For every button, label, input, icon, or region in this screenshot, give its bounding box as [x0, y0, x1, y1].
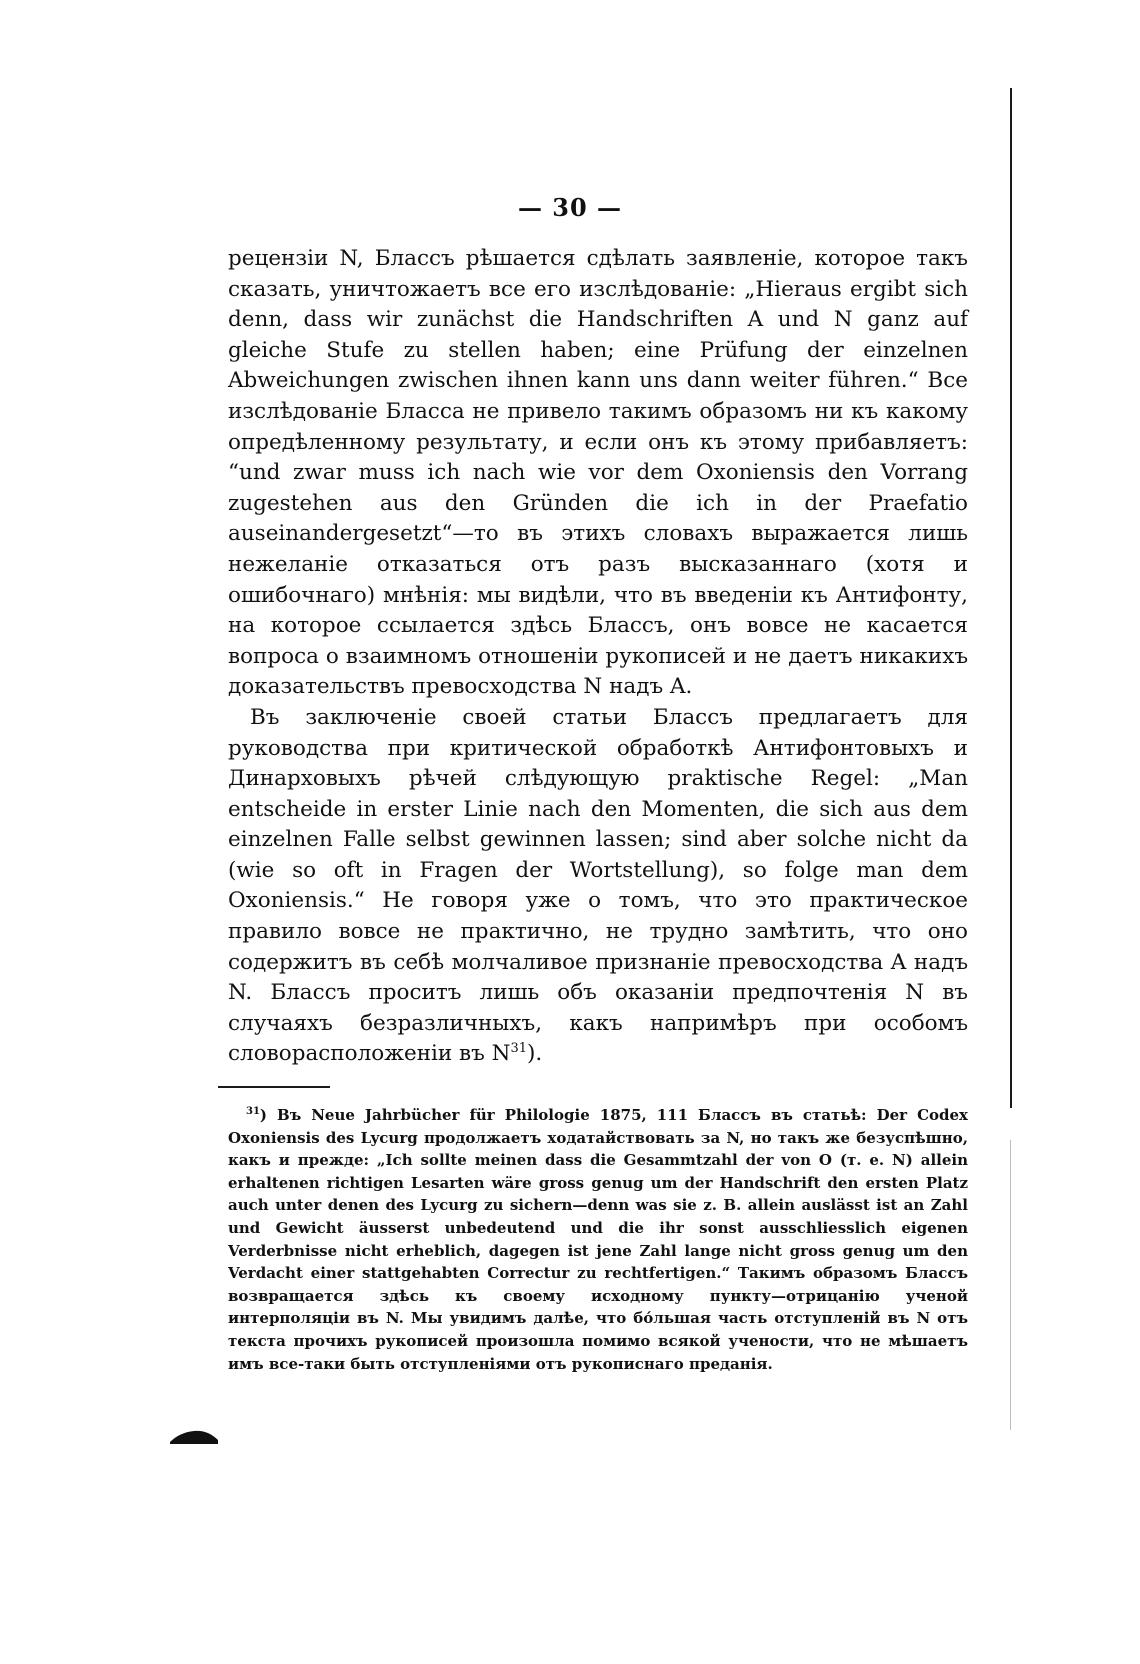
paragraph-2-text: Въ заключеніе своей статьи Блассъ предлагаетъ для руководства при критической обработкѣ Антифонтовыхъ и Динарховыхъ рѣчей слѣдующую praktische Regel: „Man entscheide in erster Linie nach den Momenten, die sich aus dem einzelnen Falle selbst gewinnen lassen; sind aber solche nicht da (wie so oft in Fragen der Wortstellung), so folge man dem Oxoniensis.“ Не говоря уже о томъ, что это практическое правило вовсе не практично, не трудно замѣтить, что оно содержитъ въ себѣ молчаливое признаніе превосходства A надъ N. Блассъ проситъ лишь объ оказаніи предпочтенія N въ случаяхъ безразличныхъ, какъ напримѣръ при особомъ словорасположеніи въ N [228, 704, 968, 1067]
page-number: — 30 — [517, 193, 623, 222]
footnote-31 [228, 1104, 968, 1375]
footnote-separator [218, 1086, 330, 1088]
paragraph-2-end: ). [527, 1041, 543, 1067]
page-edge-shadow [1010, 88, 1012, 1108]
paragraph-1: рецензіи N, Блассъ рѣшается сдѣлать заявленіе, которое такъ сказать, уничтожаетъ все его изслѣдованіе: „Hieraus ergibt sich denn, dass wir zunächst die Handschriften A und N ganz auf gleiche Stufe zu stellen haben; eine Prüfung der einzelnen Abweichungen zwischen ihnen kann uns dann weiter führen.“ Все изслѣдованіе Бласса не привело такимъ образомъ ни къ какому опредѣленному результату, и если онъ къ этому прибавляетъ: “und zwar muss ich nach wie vor dem Oxoniensis den Vorrang zugestehen aus den Gründen die ich in der Praefatio auseinandergesetzt“—то въ этихъ словахъ выражается лишь нежеланіе отказаться отъ разъ высказаннаго (хотя и ошибочнаго) мнѣнія: мы видѣли, что въ введеніи къ Антифонту, на которое ссылается здѣсь Блассъ, онъ вовсе не касается вопроса о взаимномъ отношеніи рукописей и не даетъ никакихъ доказательствъ превосходства N надъ A. [228, 246, 968, 700]
footnote-text: ) Въ Neue Jahrbücher für Philologie 1875, 111 Блассъ въ статьѣ: Der Codex Oxoniensis des Lycurg продолжаетъ ходатайствовать за N, но такъ же безуспѣшно, какъ и прежде: „Ich sollte meinen dass die Gesammtzahl der von O (т. е. N) allein erhaltenen richtigen Lesarten wäre gross genug um der Handschrift den ersten Platz auch unter denen des Lycurg zu sichern—denn was sie z. B. allein auslässt ist an Zahl und Gewicht äusserst unbedeutend und die ihr sonst ausschliesslich eigenen Verderbnisse nicht erheblich, dagegen ist jene Zahl lange nicht gross genug um den Verdacht einer stattgehabten Correctur zu rechtfertigen.“ Такимъ образомъ Блассъ возвращается здѣсь къ своему исходному пункту—отрицанію ученой интерполяціи въ N. Мы увидимъ далѣе, что бо́льшая часть отступленій въ N отъ текста прочихъ рукописей произошла помимо всякой учености, что не мѣшаетъ имъ все-таки быть отступленіями отъ рукописнаго преданія. [228, 1106, 968, 1373]
footnote-reference[interactable]: 31 [510, 1041, 528, 1057]
main-text [228, 244, 968, 1070]
paragraph-2 [228, 703, 968, 1070]
page-edge-shadow-lower [1010, 1140, 1011, 1430]
footnote-mark: 31 [246, 1106, 260, 1117]
ink-blot-mark [168, 1428, 220, 1446]
